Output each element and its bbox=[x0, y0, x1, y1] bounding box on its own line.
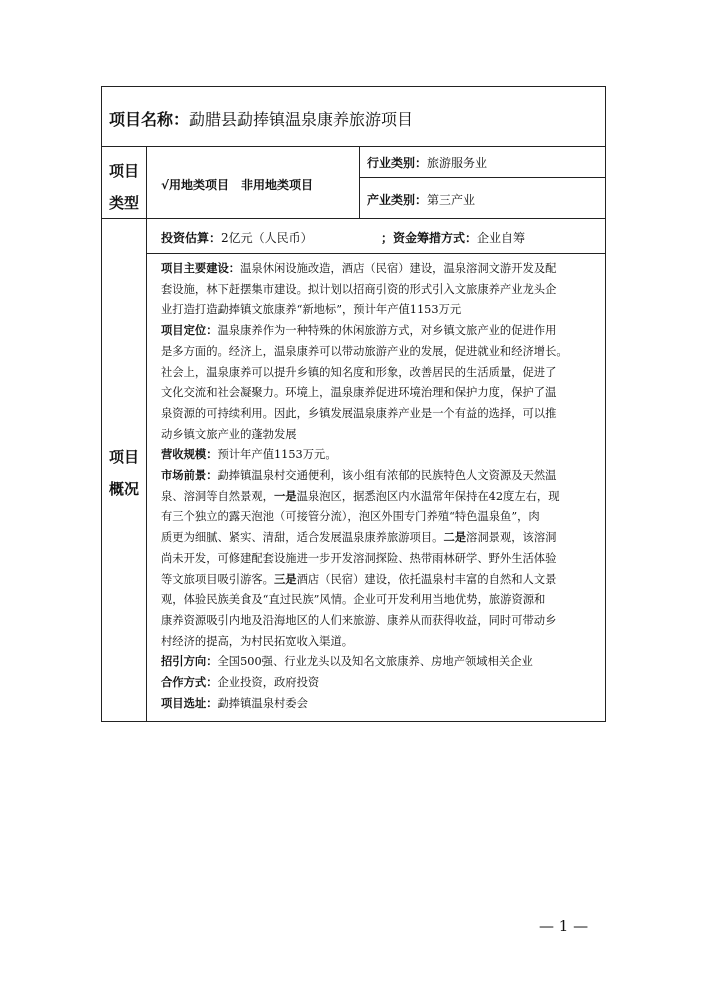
main-construction-line: 项目主要建设：温泉休闲设施改造，酒店（民宿）建设，温泉溶洞文游开发及配 bbox=[161, 262, 557, 275]
market-line: 质更为细腻、紧实、清甜，适合发展温泉康养旅游项目。二是溶洞景观，该溶洞 bbox=[161, 531, 557, 545]
market-line: 泉、溶洞等自然景观，一是温泉泡区，据悉泡区内水温常年保持在42度左右，现 bbox=[161, 489, 560, 503]
market-line: 等文旅项目吸引游客。三是酒店（民宿）建设，依托温泉村丰富的自然和人文景 bbox=[161, 572, 557, 586]
divider bbox=[146, 253, 605, 254]
investment-direction-line: 招引方向：全国500强、行业龙头以及知名文旅康养、房地产领域相关企业 bbox=[161, 655, 533, 669]
positioning-line: 项目定位：温泉康养作为一种特殊的休闲旅游方式，对乡镇文旅产业的促进作用 bbox=[161, 324, 557, 338]
market-line: 村经济的提高，为村民拓宽收入渠道。 bbox=[161, 634, 354, 648]
project-overview-label: 项目 概况 bbox=[109, 448, 140, 498]
divider bbox=[359, 177, 605, 178]
revenue-line: 营收规模：预计年产值1153万元。 bbox=[161, 448, 337, 462]
project-name-label: 项目名称： bbox=[109, 110, 190, 129]
land-use-type: √用地类项目 非用地类项目 bbox=[161, 178, 314, 192]
main-construction-line: 套设施，林下赶摆集市建设。拟计划以招商引资的形式引入文旅康养产业龙头企 bbox=[161, 282, 557, 296]
project-name-row bbox=[109, 107, 413, 130]
project-table bbox=[101, 86, 606, 722]
positioning-line: 文化交流和社会凝聚力。环境上，温泉康养促进环境治理和保护力度，保护了温 bbox=[161, 386, 557, 400]
market-line: 有三个独立的露天泡池（可接管分流），泡区外围专门养殖“特色温泉鱼”，肉 bbox=[161, 510, 540, 524]
main-construction-line: 业打造打造勐捧镇文旅康养“新地标”，预计年产值1153万元 bbox=[161, 303, 462, 317]
cooperation-line: 合作方式：企业投资，政府投资 bbox=[161, 676, 320, 690]
positioning-line: 动乡镇文旅产业的蓬勃发展 bbox=[161, 427, 297, 441]
sector-category: 产业类别：第三产业 bbox=[367, 193, 476, 207]
project-type-label: 项目 类型 bbox=[109, 162, 140, 212]
project-name-value: 勐腊县勐捧镇温泉康养旅游项目 bbox=[189, 110, 414, 129]
positioning-line: 是多方面的。经济上，温泉康养可以带动旅游产业的发展，促进就业和经济增长。 bbox=[161, 344, 568, 358]
industry-category: 行业类别：旅游服务业 bbox=[367, 156, 488, 170]
positioning-line: 泉资源的可持续利用。因此，乡镇发展温泉康养产业是一个有益的选择，可以推 bbox=[161, 406, 557, 420]
market-line: 康养资源吸引内地及沿海地区的人们来旅游、康养从而获得收益，同时可带动乡 bbox=[161, 613, 557, 627]
overview-body bbox=[161, 259, 601, 714]
page-number: — 1 — bbox=[539, 917, 589, 935]
divider bbox=[102, 146, 605, 147]
market-line: 观，体验民族美食及“直过民族”风情。企业可开发利用当地优势，旅游资源和 bbox=[161, 593, 546, 607]
market-line: 市场前景：勐捧镇温泉村交通便利，该小组有浓郁的民族特色人文资源及天然温 bbox=[161, 469, 557, 483]
divider bbox=[102, 218, 605, 219]
location-line: 项目选址：勐捧镇温泉村委会 bbox=[161, 696, 308, 710]
market-line: 尚未开发，可修建配套设施进一步开发溶洞探险、热带雨林研学、野外生活体验 bbox=[161, 551, 557, 565]
investment-estimate: 投资估算：2亿元（人民币） bbox=[161, 231, 313, 245]
divider bbox=[146, 146, 147, 721]
funding-method: ；资金筹措方式：企业自筹 bbox=[381, 231, 526, 245]
divider bbox=[359, 146, 360, 218]
positioning-line: 社会上，温泉康养可以提升乡镇的知名度和形象，改善居民的生活质量，促进了 bbox=[161, 365, 557, 379]
